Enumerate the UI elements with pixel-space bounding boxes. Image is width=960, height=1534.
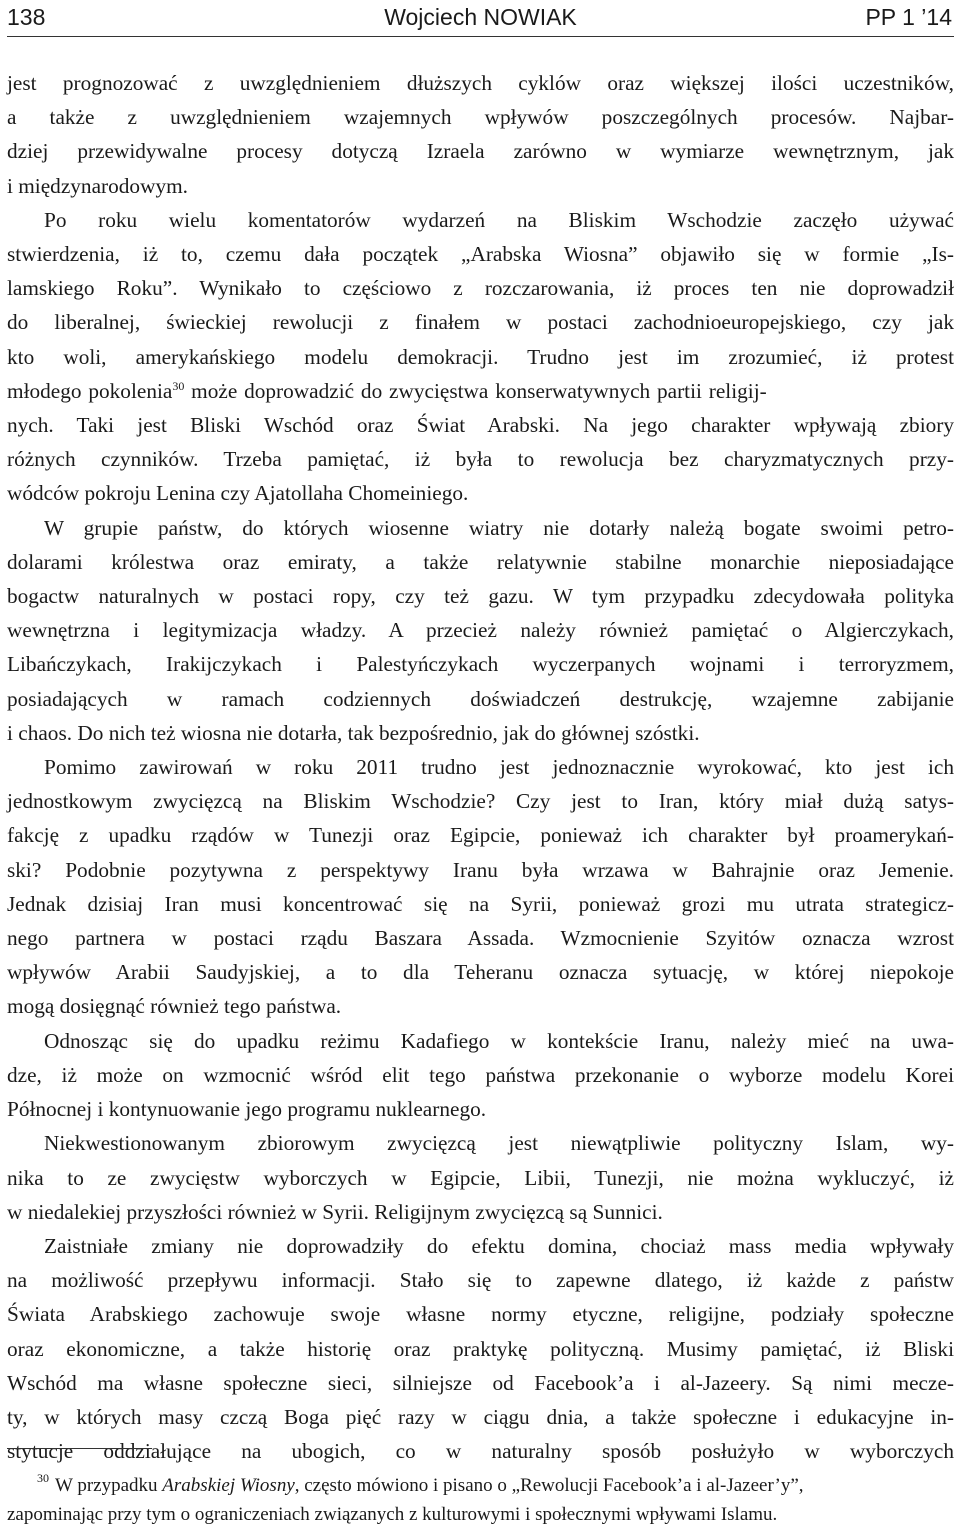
text-line: W grupie państw, do których wiosenne wiatry nie dotarły należą bogate swoimi petro- [44,515,954,540]
text-line: i międzynarodowym. [7,173,188,198]
footnote-divider [7,1448,152,1449]
footnote-text: , często mówiono i pisano o „Rewolucji Facebook’a i al-Jazeer’y”, [294,1475,804,1496]
text-line: nika to ze zwycięstw wyborczych w Egipcie, Libii, Tunezji, nie można wykluczyć, iż [7,1165,954,1190]
author-running-head: Wojciech NOWIAK [384,4,577,30]
text-line: Wschód ma własne społeczne sieci, silniejsze od Facebook’a i al-Jazeery. Są nimi meczе- [7,1370,954,1395]
text-line: dziej przewidywalne procesy dotyczą Izraela zarówno w wymiarze wewnętrznym, jak [7,139,954,164]
text-line: Niekwestionowanym zbiorowym zwycięzcą jest niewątpliwie polityczny Islam, wy- [44,1131,954,1156]
text-line: Libańczykach, Irakijczykach i Palestyńczykach wyczerpanych wojnami i terroryzmem, [7,652,954,677]
text-line: a także z uwzględnieniem wzajemnych wpływów poszczególnych procesów. Najbar- [7,105,954,130]
text-line: na możliwość przepływu informacji. Stało się to zapewne dlatego, iż każde z państw [7,1268,954,1293]
text-line: nego partnera w postaci rządu Baszara Assada. Wzmocnienie Szyitów oznacza wzrost [7,926,954,951]
page-number: 138 [7,4,46,30]
text-line: w niedalekiej przyszłości również w Syrii. Religijnym zwycięzcą są Sunnici. [7,1199,663,1224]
text-line: stytucje oddziałujące na ubogich, co w naturalny sposób posłużyło w wyborczych [7,1439,954,1464]
text-line: ski? Podobnie pozytywna z perspektywy Iranu była wrzawa w Bahrajnie oraz Jemenie. [7,857,954,882]
text-line: bogactw naturalnych w postaci ropy, czy też gazu. W tym przypadku zdecydowała polityka [7,584,954,609]
text-line: Odnosząc się do upadku reżimu Kadafiego w kontekście Iranu, należy mieć na uwa- [44,1028,954,1053]
text-fragment: może doprowadzić do zwycięstwa konserwatywnych partii religij- [184,378,767,403]
text-line: Pomimo zawirowań w roku 2011 trudno jest jednoznacznie wyrokować, kto jest ich [44,755,954,780]
text-line: fakcję z upadku rządów w Tunezji oraz Egipcie, ponieważ ich charakter był proamerykań- [7,823,954,848]
text-line: Jednak dzisiaj Iran musi koncentrować się na Syrii, ponieważ grozi mu utrata strategicz- [7,891,954,916]
article-body [7,66,954,1468]
text-line: stwierdzenia, iż to, czemu dała początek „Arabska Wiosna” objawiło się w formie „Is- [7,242,954,267]
text-line: Świata Arabskiego zachowuje swoje własne normy etyczne, religijne, podziały społeczne [7,1302,954,1327]
journal-issue: PP 1 ’14 [865,4,952,30]
text-line: Północnej i kontynuowanie jego programu nuklearnego. [7,1097,487,1122]
text-line: do liberalnej, świeckiej rewolucji z finałem w postaci zachodnioeuropejskiego, czy jak [7,310,954,335]
text-line: dze, iż może on wzmocnić wśród elit tego państwa przekonanie o wyborze modelu Korei [7,1062,954,1087]
text-line: Zaistniałe zmiany nie doprowadziły do efektu domina, chociaż mass media wpływały [44,1233,954,1258]
text-line: oraz ekonomiczne, a także historię oraz praktykę polityczną. Musimy pamiętać, iż Bliski [7,1336,954,1361]
footnote-reference: 30 [172,378,185,393]
text-line: jest prognozować z uwzględnieniem dłuższych cyklów oraz większej ilości uczestników, [7,71,954,95]
footnote [7,1464,954,1529]
text-line: wódców pokroju Lenina czy Ajatollaha Chomeiniego. [7,481,469,506]
footnote-italic-term: Arabskiej Wiosny [162,1475,295,1496]
text-line: Po roku wielu komentatorów wydarzeń na Bliskim Wschodzie zaczęło używać [44,207,954,232]
running-header [7,0,954,37]
footnote-line: zapominając przy tym o ograniczeniach związanych z kulturowymi i społecznymi wpływami Islamu. [7,1504,778,1525]
text-fragment: młodego pokolenia [7,378,173,403]
text-line: mogą dosięgnąć również tego państwa. [7,994,342,1019]
text-line: wewnętrzna i legitymizacja władzy. A przecież należy również pamiętać o Algierczykach, [7,618,954,643]
footnote-text: W przypadku [55,1475,163,1496]
text-line: ty, w których masy czczą Boga pięć razy w ciągu dnia, a także społeczne i edukacyjne in- [7,1404,954,1429]
text-line: dolarami królestwa oraz emiraty, a także relatywnie stabilne monarchie nieposiadające [7,549,954,574]
text-line: i chaos. Do nich też wiosna nie dotarła, tak bezpośrednio, jak do głównej szóstki. [7,720,700,745]
text-line: kto woli, amerykańskiego modelu demokracji. Trudno jest im zrozumieć, iż protest [7,344,954,369]
text-line: wpływów Arabii Saudyjskiej, a to dla Teheranu oznacza sytuację, w której niepokoje [7,960,954,985]
text-line: lamskiego Roku”. Wynikało to częściowo z rozczarowania, iż proces ten nie doprowadził [7,276,954,301]
text-line: nych. Taki jest Bliski Wschód oraz Świat Arabski. Na jego charakter wpływają zbiory [7,413,954,438]
footnote-number: 30 [37,1471,49,1485]
footnote-line [7,1464,954,1500]
text-line [7,374,954,408]
text-line: jednostkowym zwycięzcą na Bliskim Wschodzie? Czy jest to Iran, który miał dużą satys- [7,789,954,814]
text-line: posiadających w ramach codziennych doświadczeń destrukcję, wzajemne zabijanie [7,686,954,711]
text-line: różnych czynników. Trzeba pamiętać, iż była to rewolucja bez charyzmatycznych przy- [7,447,954,472]
